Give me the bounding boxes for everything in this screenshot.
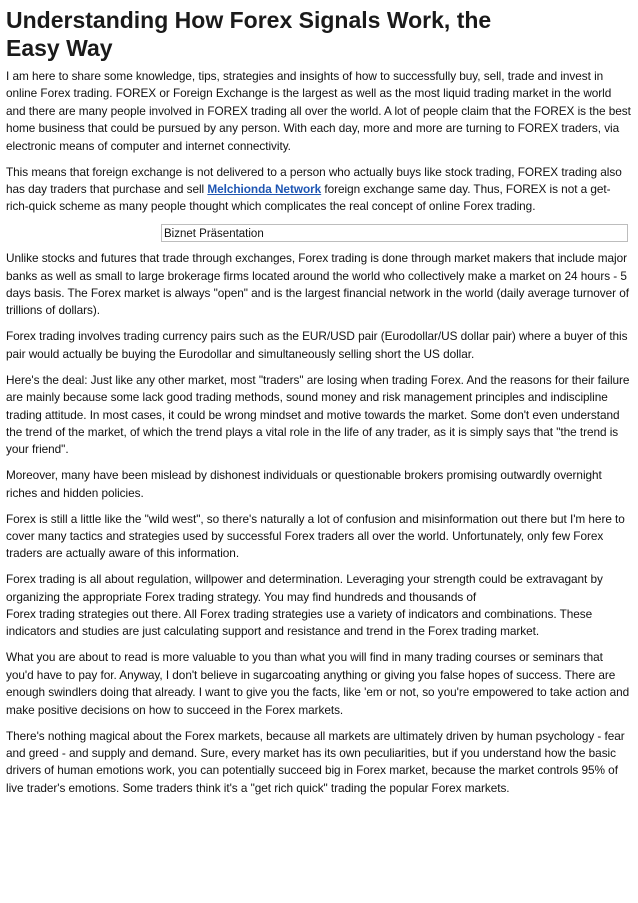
embedded-caption: Biznet Präsentation — [161, 224, 628, 242]
paragraph-2-after: foreign exchange same day. Thus, FOREX is not a get-rich-quick scheme as many people thought which complicates the real concept of online Forex trading. — [6, 181, 611, 214]
paragraph-3: Unlike stocks and futures that trade through exchanges, Forex trading is done through market makers that include major banks as well as small to large brokerage firms located around the world who collectively make a market on 24 hours - 5 days basis. The Forex market is always "open" and is the largest financial network in the world (daily average turnover of trillions of dollars). — [6, 251, 630, 318]
paragraph-1: I am here to share some knowledge, tips, strategies and insights of how to successfully buy, sell, trade and invest in online Forex trading. FOREX or Foreign Exchange is the largest as well as the most liquid trading market in the world and there are many people involved in FOREX trading all over the world. A lot of people claim that the FOREX is the best home business that could be pursued by any person. With each day, more and more are turning to FOREX traders, via electronic means of computer and internet connectivity. — [6, 69, 631, 153]
paragraph-8 — [6, 571, 632, 641]
melchionda-network-link[interactable]: Melchionda Network — [207, 181, 322, 196]
paragraph-2 — [6, 164, 632, 216]
paragraph-2-before: This means that foreign exchange is not delivered to a person who actually buys like stock trading, FOREX trading also has day traders that purchase and sell — [6, 164, 622, 196]
paragraph-5: Here's the deal: Just like any other market, most "traders" are losing when trading Forex. And the reasons for their failure are mainly because some lack good trading methods, sound money and risk management principles and indiscipline trading attitude. In most cases, it could be wrong mindset and motive towards the market. Some don't even understand the trend of the market, of which the trend plays a vital role in the life of any trader, as it is simply says that "the trend is your friend". — [6, 372, 630, 457]
paragraph-7: Forex is still a little like the "wild west", so there's naturally a lot of confusion and misinformation out there but I'm here to cover many tactics and strategies used by successful Forex traders all over the world. Unfortunately, only few Forex traders are actually aware of this information. — [6, 511, 625, 561]
paragraph-6: Moreover, many have been mislead by dishonest individuals or questionable brokers promising outwardly overnight riches and hidden policies. — [6, 468, 602, 500]
page-title: Understanding How Forex Signals Work, the Easy Way — [6, 7, 492, 61]
paragraph-8-line-1: Forex trading is all about regulation, willpower and determination. Leveraging your strength could be extravagant by organizing the appropriate Forex trading strategy. You may find hundreds and thousands of — [6, 572, 603, 604]
paragraph-10: There's nothing magical about the Forex markets, because all markets are ultimately driven by human psychology - fear and greed - and supply and demand. Sure, every market has its own peculiarities, but if you understand how the basic drivers of human emotions work, you can potentially succeed big in Forex market, because the market controls 95% of live trader's emotions. Some traders think it's a "get rich quick" trading the popular Forex markets. — [6, 728, 625, 795]
paragraph-4: Forex trading involves trading currency pairs such as the EUR/USD pair (Eurodollar/US dollar pair) where a buyer of this pair would actually be buying the Eurodollar and simultaneously selling short the US dollar. — [6, 329, 628, 361]
paragraph-9: What you are about to read is more valuable to you than what you will find in many trading courses or seminars that you'd have to pay for. Anyway, I don't believe in sugarcoating anything or giving you false hopes of success. There are enough swindlers doing that already. I want to give you the facts, like 'em or not, so you're empowered to take action and make positive decisions on how to succeed in the Forex markets. — [6, 650, 630, 717]
paragraph-8-line-2: Forex trading strategies out there. All Forex trading strategies use a variety of indicators and combinations. These indicators and studies are just calculating support and resistance and trend in the Forex trading market. — [6, 607, 593, 639]
